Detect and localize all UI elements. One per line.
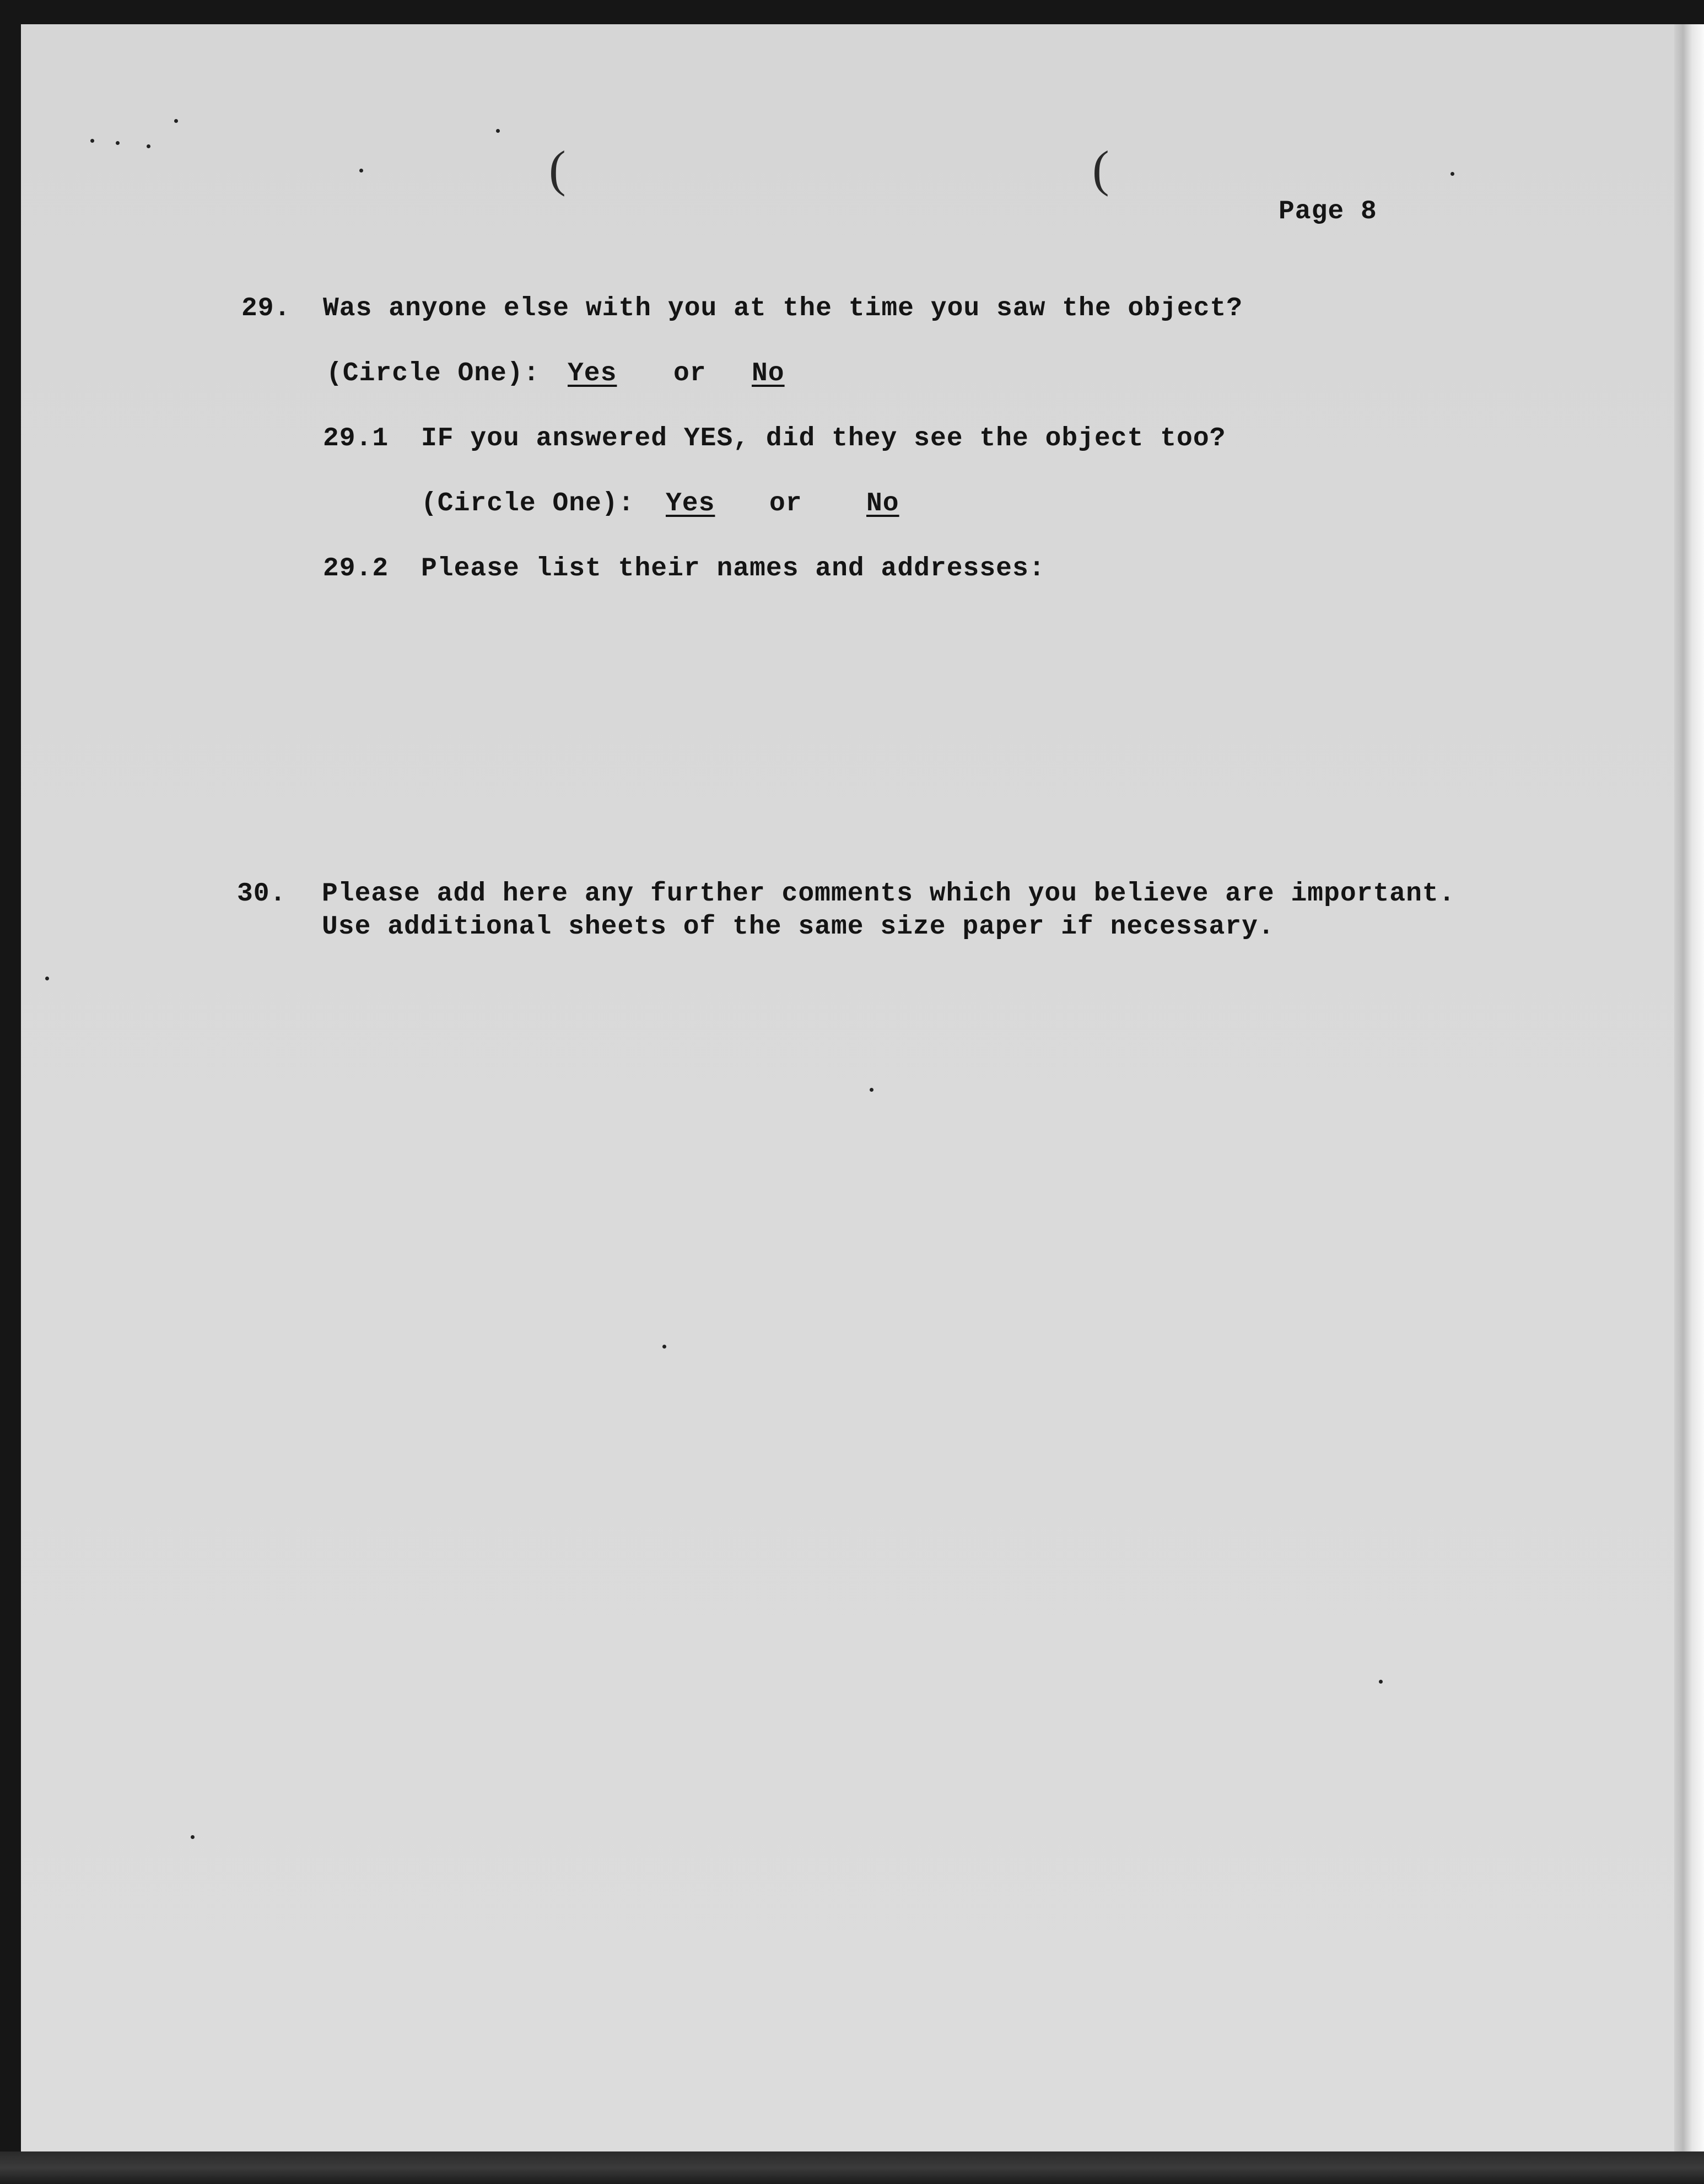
scan-speck [116,141,120,145]
question-30-line-2: Use additional sheets of the same size paper if necessary. [322,912,1275,942]
scan-artifact-mark: ( [549,141,566,197]
scan-speck [174,119,178,123]
question-29-1-no-option[interactable]: No [866,489,899,519]
question-29-2-text: Please list their names and addresses: [421,554,1045,584]
scan-edge-right [1674,24,1704,2184]
question-30-line-1: Please add here any further comments which you believe are important. [322,879,1455,909]
question-29-yes-option[interactable]: Yes [568,359,617,389]
question-29-1-or: or [769,489,802,519]
document-page [21,24,1674,2151]
scan-speck [1450,172,1454,176]
scan-speck [90,139,94,143]
scan-speck [496,129,500,133]
question-29-1-circle-label: (Circle One): [421,489,635,519]
question-29-or: or [673,359,707,389]
scan-speck [191,1835,195,1839]
scan-speck [870,1088,873,1092]
page-number: Page 8 [1279,197,1377,227]
question-29-text: Was anyone else with you at the time you saw the object? [323,294,1243,323]
scan-speck [359,169,363,172]
scan-speck [147,144,150,148]
question-30-number: 30. [237,879,287,909]
question-29-number: 29. [241,294,291,323]
question-29-1-number: 29.1 [323,424,389,454]
question-29-circle-label: (Circle One): [326,359,540,389]
scan-artifact-mark: ( [1092,141,1109,197]
question-29-1-text: IF you answered YES, did they see the object too? [421,424,1226,454]
scan-speck [1379,1680,1383,1684]
question-29-no-option[interactable]: No [752,359,785,389]
scan-speck [45,977,49,980]
scan-speck [662,1345,666,1349]
scan-edge-bottom [0,2151,1704,2184]
question-29-1-yes-option[interactable]: Yes [666,489,715,519]
question-29-2-number: 29.2 [323,554,389,584]
